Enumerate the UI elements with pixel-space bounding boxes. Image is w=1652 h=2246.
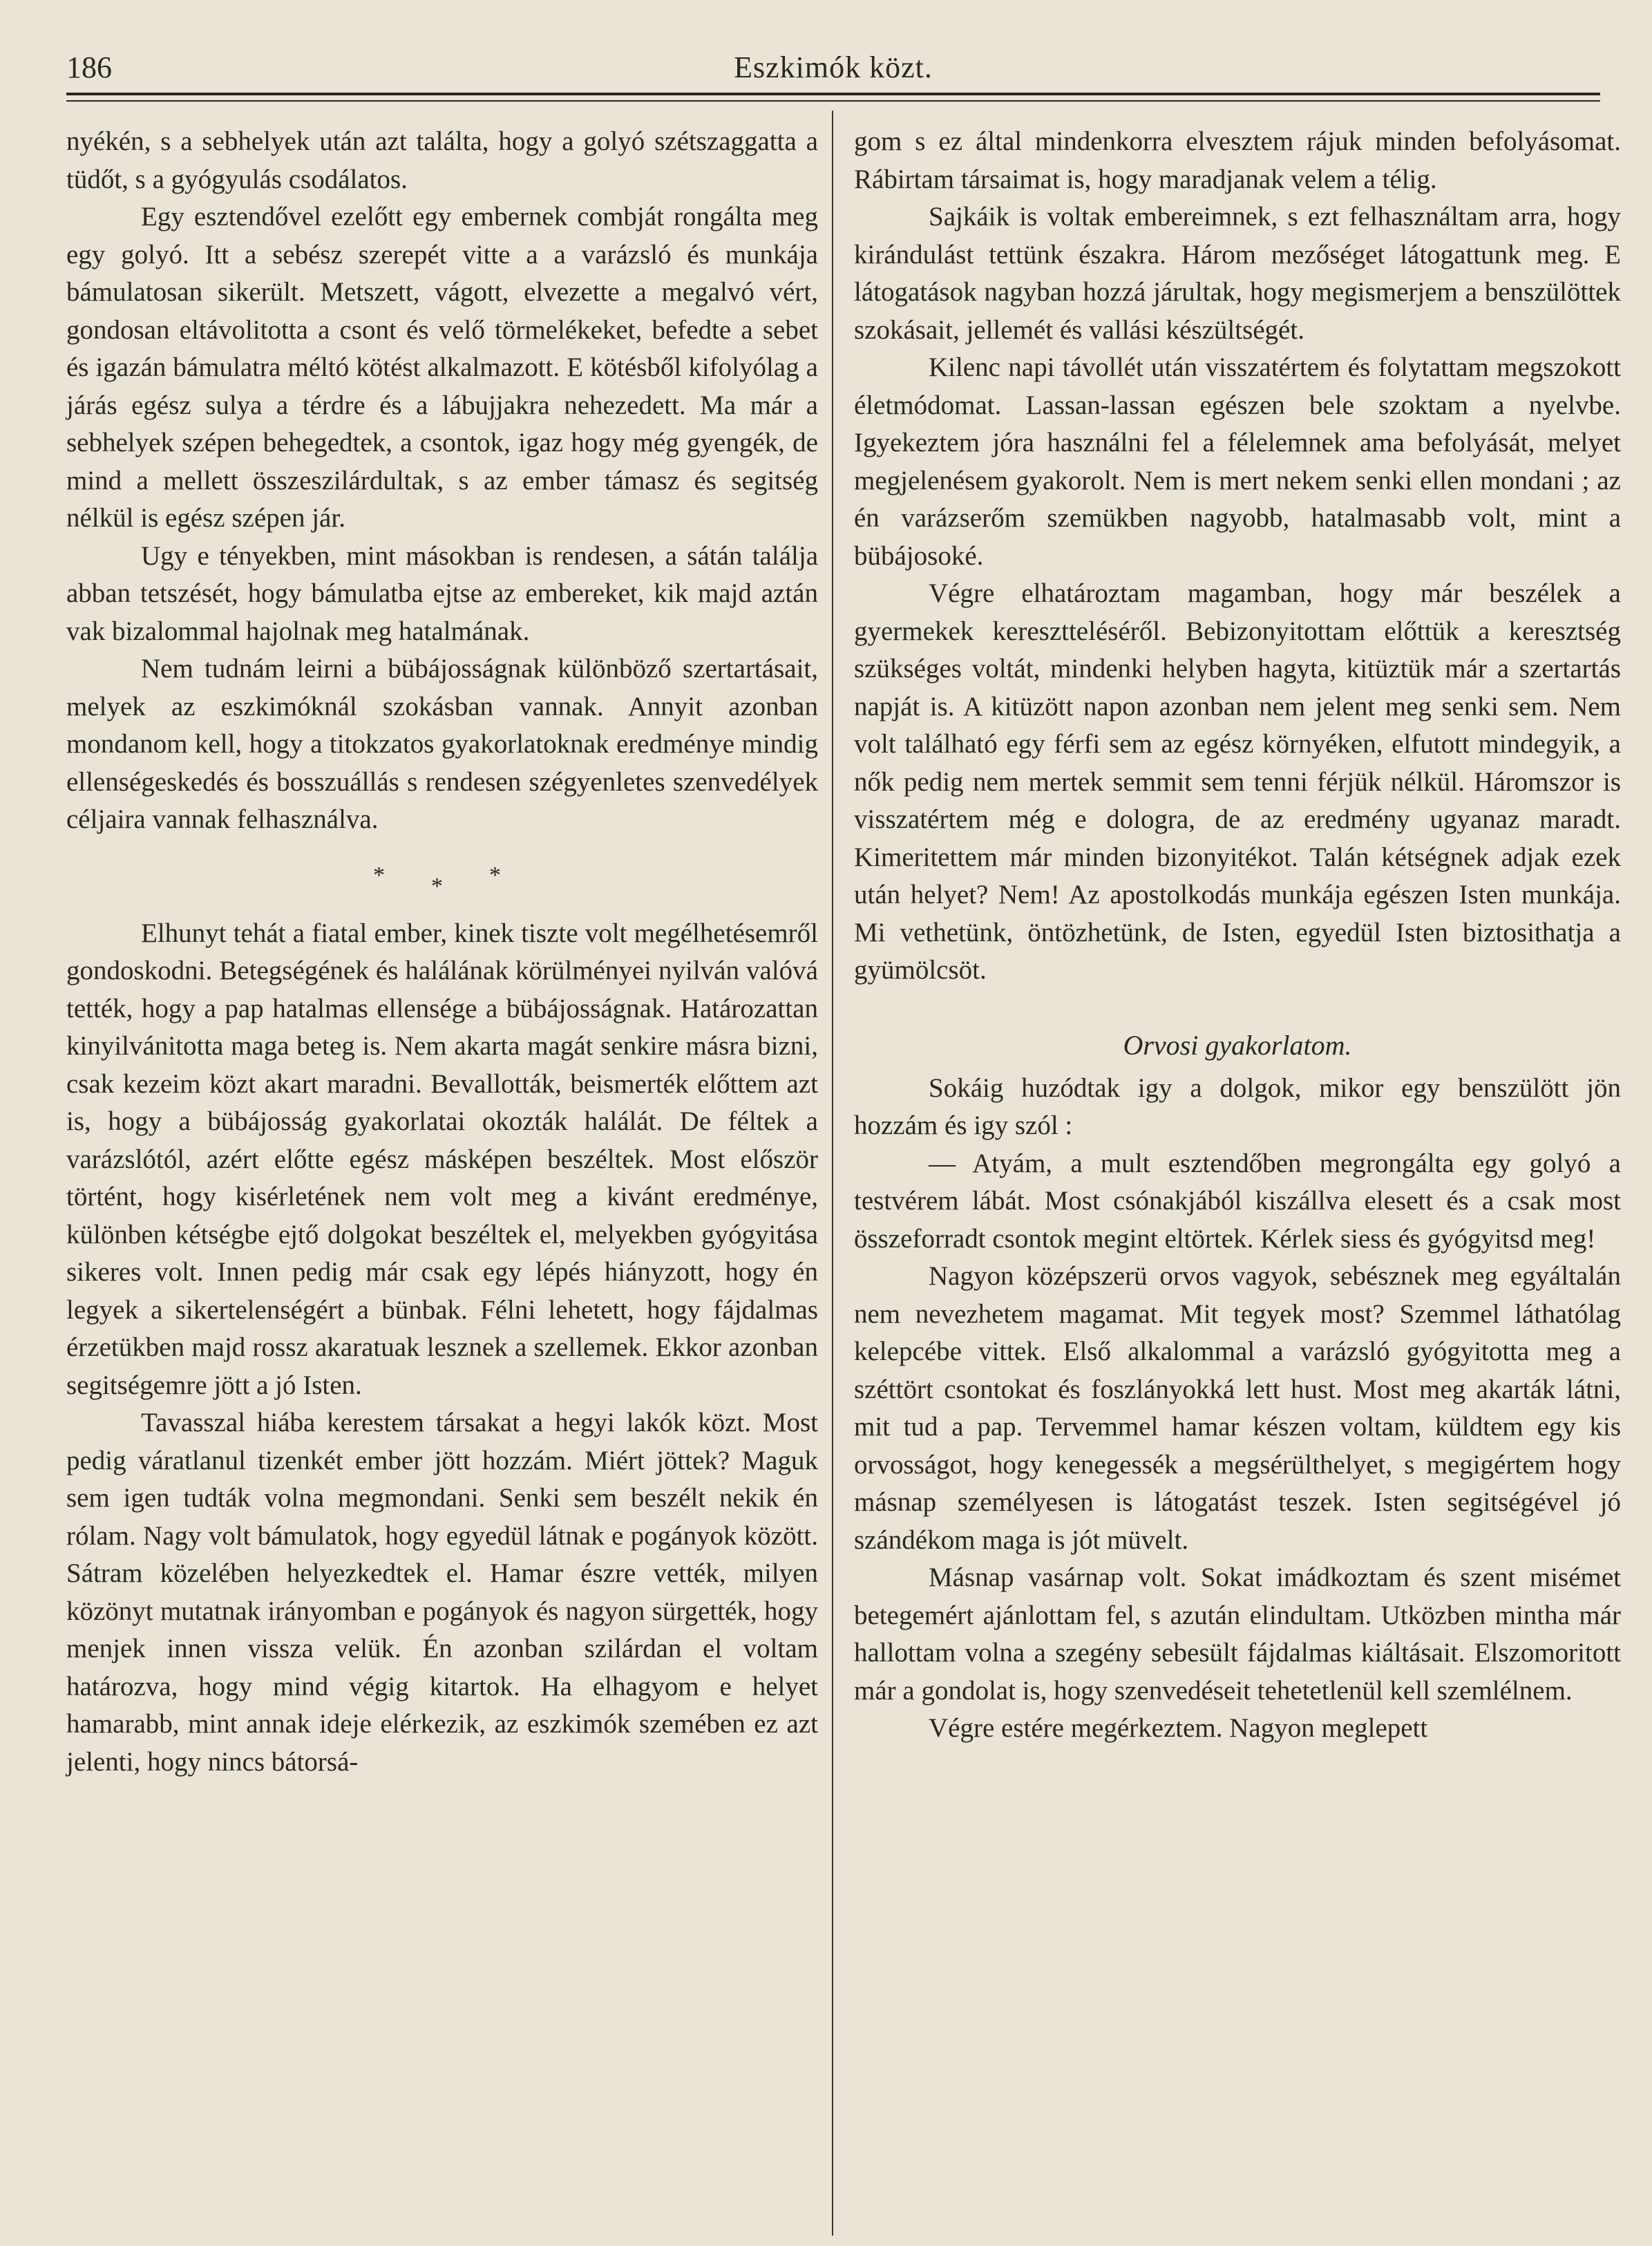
header-rule-thin (66, 100, 1600, 102)
paragraph: — Atyám, a mult esztendőben megrongálta egy golyó a testvérem lábát. Most csónakjából kiszállva elesett és a csak most összeforradt csontok megint eltörtek. Kérlek siess és gyógyitsd meg! (854, 1148, 1621, 1254)
paragraph: Tavasszal hiába kerestem társakat a hegyi lakók közt. Most pedig váratlanul tizenkét ember jött hozzám. Miért jöttek? Maguk sem igen tudták volna megmondani. Senki sem beszélt nekik én rólam. Nagy volt bámulatok, hogy egyedül látnak e pogányok között. Sátram közelében helyezkedtek el. Hamar észre vették, milyen közönyt mutatnak irányomban e pogányok és nagyon sürgették, hogy menjek innen vissza velük. Én azonban szilárdan el voltam határozva, hogy mind végig kitartok. Ha elhagyom e helyet hamarabb, mint annak ideje elérkezik, az eszkimók szemében ez azt jelenti, hogy nincs bátorsá- (66, 1408, 818, 1777)
page-header (66, 50, 1600, 91)
paragraph: Egy esztendővel ezelőtt egy embernek combját rongálta meg egy golyó. Itt a sebész szerepét vitte a a varázsló és munkája bámulatosan sikerült. Metszett, vágott, elvezette a megalvó vért, gondosan eltávolitotta a csont és velő törmelékeket, befedte a sebet és igazán bámulatra méltó kötést alkalmazott. E kötésből kifolyólag a járás egész sulya a térdre és a lábujjakra nehezedett. Ma már a sebhelyek szépen behegedtek, a csontok, igaz hogy még gyengék, de mind a mellett összeszilárdultak, s az ember támasz és segitség nélkül is egész szépen jár. (66, 202, 818, 533)
paragraph: gom s ez által mindenkorra elvesztem rájuk minden befolyásomat. Rábirtam társaimat is, hogy maradjanak velem a télig. (854, 126, 1621, 194)
column-divider (832, 111, 833, 2236)
section-separator: * * * (373, 862, 501, 899)
paragraph: Sajkáik is voltak embereimnek, s ezt felhasználtam arra, hogy kirándulást tettünk északra. Három mezőséget látogattunk meg. E látogatások nagyban hozzá járultak, hogy megismerjem a benszülöttek szokásait, jellemét és vallási készültségét. (854, 202, 1621, 345)
right-column (854, 123, 1621, 1748)
paragraph: nyékén, s a sebhelyek után azt találta, hogy a golyó szétszaggatta a tüdőt, s a gyógyulás csodálatos. (66, 126, 818, 194)
paragraph: Nagyon középszerü orvos vagyok, sebésznek meg egyáltalán nem nevezhetem magamat. Mit tegyek most? Szemmel láthatólag kelepcébe vittek. Első alkalommal a varázsló gyógyitotta meg a széttört csontokat és foszlányokká lett hust. Most meg akarták látni, mit tud a pap. Tervemmel hamar készen voltam, küldtem egy kis orvosságot, hogy kenegessék a megsérülthelyet, s megigértem hogy másnap személyesen is látogatást teszek. Isten segitségével jó szándékom maga is jót müvelt. (854, 1261, 1621, 1555)
page-number: 186 (66, 50, 112, 84)
paragraph: Kilenc napi távollét után visszatértem és folytattam megszokott életmódomat. Lassan-lassan egészen bele szoktam a nyelvbe. Igyekeztem jóra használni fel a félelemnek ama befolyását, melyet megjelenésem gyakorolt. Nem is mert nekem senki ellen mondani ; az én varázserőm szemükben nagyobb, hatalmasabb volt, mint a bübájosoké. (854, 352, 1621, 571)
paragraph: Végre estére megérkeztem. Nagyon meglepett (929, 1713, 1428, 1743)
paragraph: Elhunyt tehát a fiatal ember, kinek tiszte volt megélhetésemről gondoskodni. Betegségének és halálának körülményei nyilván valóvá tették, hogy a pap hatalmas ellensége a bübájosságnak. Határozattan kinyilvánitotta maga beteg is. Nem akarta magát senkire másra bizni, csak kezeim közt akart maradni. Bevallották, beismerték előttem azt is, hogy a bübájosság gyakorlatai okozták halálát. De féltek a varázslótól, azért előtte egész másképen beszéltek. Most először történt, hogy kisérletének nem volt meg a kivánt eredménye, különben kétségbe ejtő dolgokat beszéltek el, melyekben gyógyitása sikeres volt. Innen pedig már csak egy lépés hiányzott, hogy én legyek a sikertelenségért a bünbak. Félni lehetett, hogy fájdalmas érzetükben majd rossz akaratuak lesznek a szellemek. Ekkor azonban segitségemre jött a jó Isten. (66, 918, 818, 1400)
header-rule-thick (66, 93, 1600, 95)
paragraph: Nem tudnám leirni a bübájosságnak különböző szertartásait, melyek az eszkimóknál szokásban vannak. Annyit azonban mondanom kell, hogy a titokzatos gyakorlatoknak eredménye mindig ellenségeskedés és bosszuállás s rendesen szégyenletes szenvedélyek céljaira vannak felhasználva. (66, 654, 818, 834)
section-title: Orvosi gyakorlatom. (1123, 1029, 1352, 1061)
paragraph: Ugy e tényekben, mint másokban is rendesen, a sátán találja abban tetszését, hogy bámulatba ejtse az embereket, kik majd aztán vak bizalommal hajolnak meg hatalmának. (66, 540, 818, 646)
paragraph: Sokáig huzódtak igy a dolgok, mikor egy benszülött jön hozzám és igy szól : (854, 1073, 1621, 1140)
running-title: Eszkimók közt. (734, 50, 933, 84)
left-column (66, 123, 818, 1781)
paragraph: Végre elhatároztam magamban, hogy már beszélek a gyermekek keresztteléséről. Bebizonyitottam előttük a keresztség szükséges voltát, mindenki helyben hagyta, kitüztük már a szertartás napját is. A kitüzött napon azonban nem jelent meg senki sem. Nem volt található egy férfi sem az egész környéken, elfutott mindegyik, a nők pedig nem mertek semmit sem tenni férjük nélkül. Háromszor is visszatértem még e dologra, de az eredmény ugyanaz maradt. Kimeritettem már minden bizonyitékot. Talán kétségnek adjak ezek után helyet? Nem! Az apostolkodás munkája egészen Isten munkája. Mi vethetünk, öntözhetünk, de Isten, egyedül Isten biztosithatja a gyümölcsöt. (854, 578, 1621, 985)
paragraph: Másnap vasárnap volt. Sokat imádkoztam és szent misémet betegemért ajánlottam fel, s azután elindultam. Utközben mintha már hallottam volna a szegény sebesült fájdalmas kiáltásait. Elszomoritott már a gondolat is, hogy szenvedéseit tehetetlenül kell szemlélnem. (854, 1563, 1621, 1706)
